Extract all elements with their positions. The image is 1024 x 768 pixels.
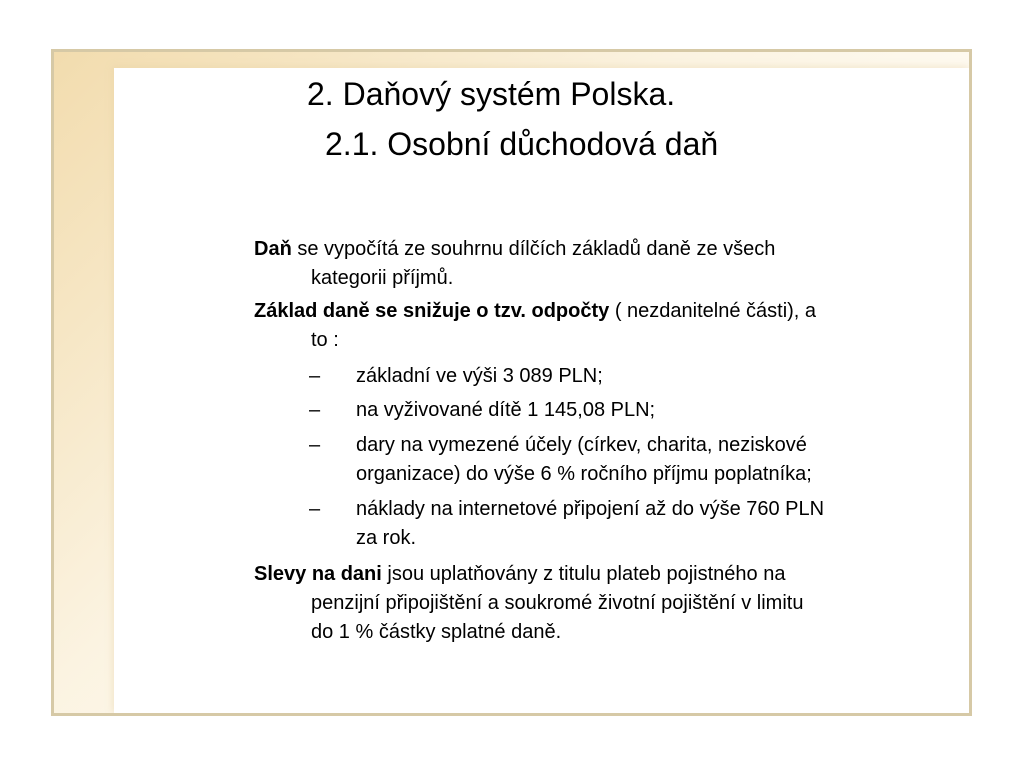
- paragraph-tax-base-bold: Základ daně se snižuje o tzv. odpočty: [254, 300, 610, 322]
- paragraph-tax-credits-text: jsou uplatňovány z titulu plateb pojistného na: [381, 563, 786, 585]
- paragraph-tax-credits-continuation: penzijní připojištění a soukromé životní pojištění v limitu: [311, 592, 804, 614]
- list-item-deduction-donations: [309, 431, 949, 489]
- list-item-text: základní ve výši 3 089 PLN;: [356, 365, 603, 387]
- paragraph-tax-base-text: ( nezdanitelné části), a: [609, 300, 817, 322]
- list-item-deduction-child: [309, 396, 949, 425]
- paragraph-tax-text: se vypočítá ze souhrnu dílčích základů daně ze všech: [291, 238, 776, 260]
- list-item-deduction-internet: [309, 495, 949, 553]
- paragraph-tax-credits-bold: Slevy na dani: [254, 563, 382, 585]
- list-item-deduction-basic: [309, 362, 949, 391]
- paragraph-tax-base-continuation: to :: [311, 329, 339, 351]
- dash-bullet: –: [309, 498, 321, 520]
- paragraph-tax: [254, 235, 934, 293]
- list-item-text: na vyživované dítě 1 145,08 PLN;: [356, 399, 656, 421]
- paragraph-tax-credits: [254, 560, 954, 647]
- list-item-text: dary na vymezené účely (církev, charita, neziskové: [356, 434, 807, 456]
- paragraph-tax-base: [254, 297, 954, 355]
- dash-bullet: –: [309, 399, 321, 421]
- paragraph-tax-credits-continuation-2: do 1 % částky splatné daně.: [311, 621, 562, 643]
- dash-bullet: –: [309, 365, 321, 387]
- dash-bullet: –: [309, 434, 321, 456]
- list-item-text-continuation: za rok.: [356, 527, 417, 549]
- slide-title: 2. Daňový systém Polska.: [307, 76, 676, 112]
- list-item-text: náklady na internetové připojení až do výše 760 PLN: [356, 498, 825, 520]
- list-item-text-continuation: organizace) do výše 6 % ročního příjmu poplatníka;: [356, 463, 812, 485]
- paragraph-tax-continuation: kategorii příjmů.: [311, 267, 454, 289]
- paragraph-tax-bold: Daň: [254, 238, 292, 260]
- slide-subtitle: 2.1. Osobní důchodová daň: [325, 126, 719, 162]
